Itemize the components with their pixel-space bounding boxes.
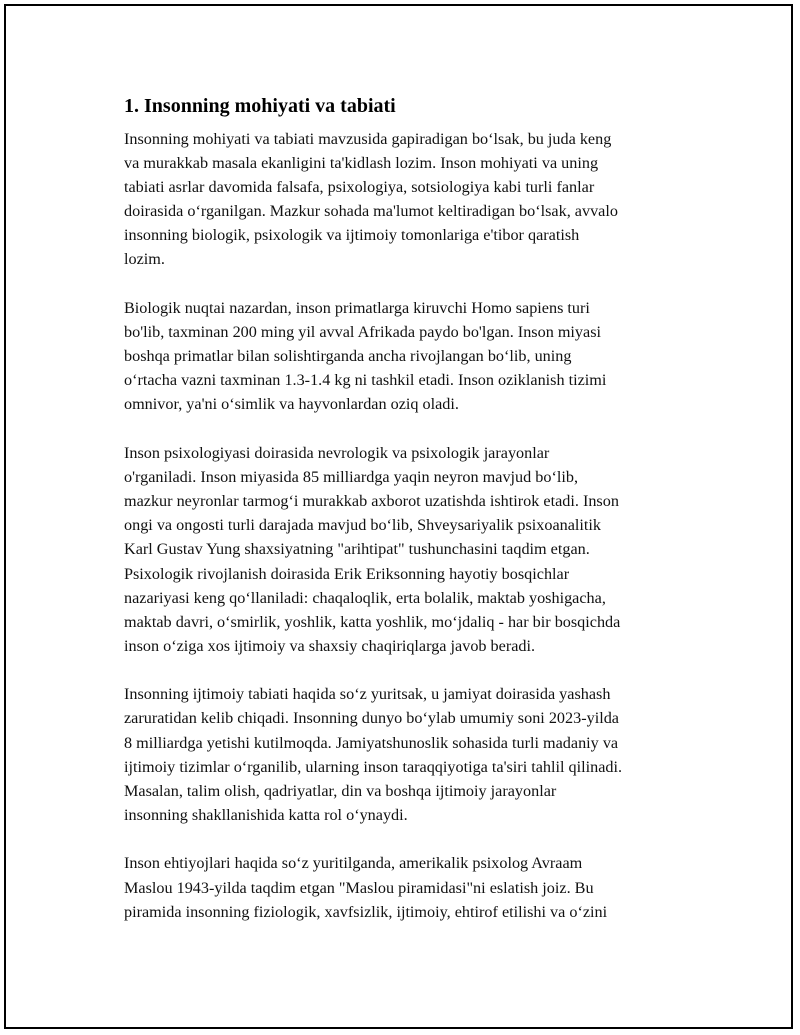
- text-line: ijtimoiy tizimlar o‘rganilib, ularning inson taraqqiyotiga ta'siri tahlil qilinadi.: [124, 757, 623, 776]
- text-line: boshqa primatlar bilan solishtirganda ancha rivojlangan bo‘lib, uning: [124, 347, 572, 366]
- text-line: va murakkab masala ekanligini ta'kidlash lozim. Inson mohiyati va uning: [124, 154, 599, 173]
- text-line: inson o‘ziga xos ijtimoiy va shaxsiy chaqiriqlarga javob beradi.: [124, 636, 536, 655]
- text-line: Insonning mohiyati va tabiati mavzusida gapiradigan bo‘lsak, bu juda keng: [124, 130, 612, 148]
- text-line: Inson psixologiyasi doirasida nevrologik va psixologik jarayonlar: [124, 444, 550, 463]
- text-line: omnivor, ya'ni o‘simlik va hayvonlardan oziq oladi.: [124, 395, 459, 414]
- text-line: o‘rtacha vazni taxminan 1.3-1.4 kg ni tashkil etadi. Inson oziklanish tizimi: [124, 371, 607, 390]
- text-line: mazkur neyronlar tarmog‘i murakkab axborot uzatishda ishtirok etadi. Inson: [124, 492, 619, 511]
- text-line: nazariyasi keng qo‘llaniladi: chaqaloqlik, erta bolalik, maktab yoshigacha,: [124, 588, 606, 607]
- section-heading: 1. Insonning mohiyati va tabiati: [124, 95, 396, 117]
- text-line: Insonning ijtimoiy tabiati haqida so‘z yuritsak, u jamiyat doirasida yashash: [124, 685, 611, 704]
- paragraph-1: [124, 127, 694, 272]
- text-line: tabiati asrlar davomida falsafa, psixologiya, sotsiologiya kabi turli fanlar: [124, 178, 595, 197]
- text-line: ongi va ongosti turli darajada mavjud bo‘lib, Shveysariyalik psixoanalitik: [124, 516, 601, 535]
- text-line: lozim.: [124, 250, 165, 269]
- text-line: doirasida o‘rganilgan. Mazkur sohada ma'lumot keltiradigan bo‘lsak, avvalo: [124, 202, 618, 221]
- text-line: bo'lib, taxminan 200 ming yil avval Afrikada paydo bo'lgan. Inson miyasi: [124, 323, 601, 342]
- text-line: Inson ehtiyojlari haqida so‘z yuritilganda, amerikalik psixolog Avraam: [124, 854, 583, 873]
- paragraph-4: [124, 682, 694, 827]
- text-line: Biologik nuqtai nazardan, inson primatlarga kiruvchi Homo sapiens turi: [124, 299, 590, 318]
- text-line: Karl Gustav Yung shaxsiyatning "arihtipat" tushunchasini taqdim etgan.: [124, 540, 590, 559]
- text-line: insonning biologik, psixologik va ijtimoiy tomonlariga e'tibor qaratish: [124, 226, 580, 245]
- paragraph-5: [124, 851, 694, 923]
- document-content: [124, 94, 694, 948]
- text-line: Psixologik rivojlanish doirasida Erik Eriksonning hayotiy bosqichlar: [124, 564, 570, 583]
- text-line: piramida insonning fiziologik, xavfsizlik, ijtimoiy, ehtirof etilishi va o‘zini: [124, 902, 608, 921]
- text-line: insonning shakllanishida katta rol o‘ynaydi.: [124, 805, 408, 824]
- paragraph-3: [124, 441, 694, 658]
- paragraph-2: [124, 296, 694, 416]
- text-line: 8 milliardga yetishi kutilmoqda. Jamiyatshunoslik sohasida turli madaniy va: [124, 733, 619, 752]
- text-line: maktab davri, o‘smirlik, yoshlik, katta yoshlik, mo‘jdaliq - har bir bosqichda: [124, 612, 621, 631]
- text-line: o'rganiladi. Inson miyasida 85 milliardga yaqin neyron mavjud bo‘lib,: [124, 468, 578, 487]
- text-line: Masalan, talim olish, qadriyatlar, din va boshqa ijtimoiy jarayonlar: [124, 781, 557, 800]
- text-line: zaruratidan kelib chiqadi. Insonning dunyo bo‘ylab umumiy soni 2023-yilda: [124, 709, 619, 728]
- text-line: Maslou 1943-yilda taqdim etgan "Maslou piramidasi"ni eslatish joiz. Bu: [124, 878, 594, 897]
- document-page: [4, 4, 793, 1029]
